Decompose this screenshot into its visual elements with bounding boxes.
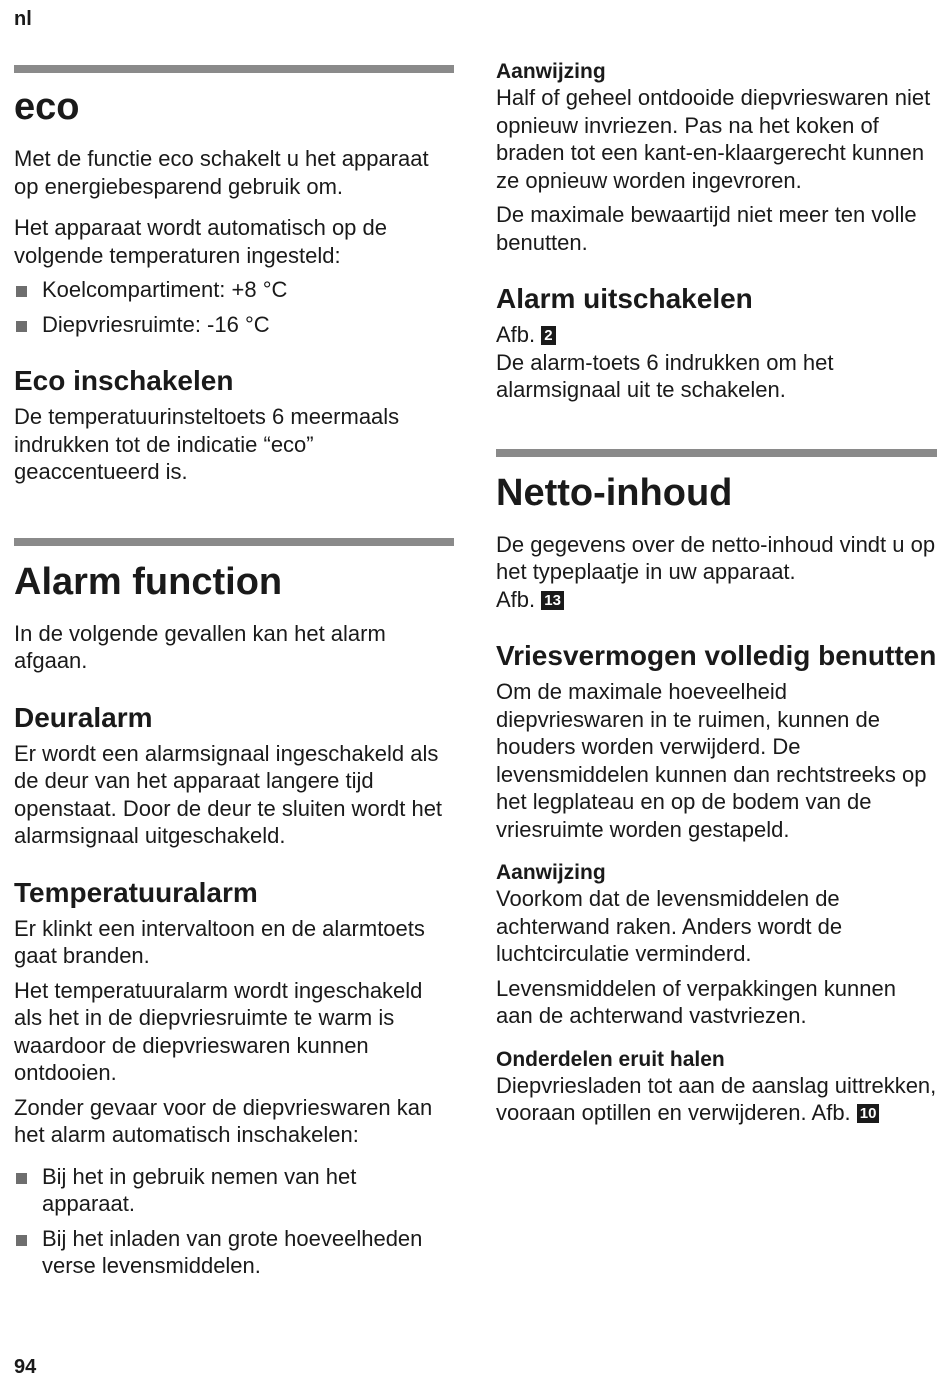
- note2-paragraph-2: Levensmiddelen of verpakkingen kunnen aan de achterwand vastvriezen.: [496, 975, 896, 1028]
- list-item: Koelcompartiment: +8 °C: [14, 276, 454, 304]
- note1-paragraph-2: De maximale bewaartijd niet meer ten volle benutten.: [496, 202, 917, 255]
- netto-text: De gegevens over de netto-inhoud vindt u op het typeplaatje in uw apparaat.: [496, 531, 936, 584]
- heading-aanwijzing-2: Aanwijzing: [496, 861, 606, 884]
- language-code: nl: [14, 8, 32, 30]
- heading-onderdelen: Onderdelen eruit halen: [496, 1047, 725, 1071]
- figure-number-badge: 10: [857, 1104, 880, 1123]
- door-alarm-paragraph: Er wordt een alarmsignaal ingeschakeld als de deur van het apparaat langere tijd openstaat. Door de deur te sluiten wordt het alarmsignaal uitgeschakeld.: [14, 740, 443, 848]
- section-title-netto: Netto-inhoud: [496, 471, 733, 514]
- section-divider: [14, 65, 454, 73]
- afb-label: Afb.: [496, 322, 536, 347]
- section-divider: [14, 538, 454, 546]
- afb-label: Afb.: [496, 586, 536, 612]
- parts-paragraph: [496, 1072, 937, 1127]
- note2-paragraph-1: Voorkom dat de levensmiddelen de achterwand raken. Anders wordt de luchtcirculatie verminderd.: [496, 886, 843, 966]
- heading-eco-inschakelen: Eco inschakelen: [14, 365, 234, 396]
- figure-number-badge: 2: [541, 326, 555, 345]
- heading-vriesvermogen: Vriesvermogen volledig benutten: [496, 640, 937, 671]
- left-column: [14, 0, 454, 1287]
- heading-aanwijzing-1: Aanwijzing: [496, 60, 606, 83]
- temp-alarm-list: [14, 1163, 454, 1280]
- parts-text: Diepvriesladen tot aan de aanslag uittrekken, vooraan optillen en verwijderen. Afb.: [496, 1072, 937, 1125]
- section-title-alarm: Alarm function: [14, 560, 283, 603]
- page-number: 94: [14, 1356, 37, 1378]
- netto-paragraph: [496, 531, 937, 614]
- vries-paragraph: Om de maximale hoeveelheid diepvrieswaren in te ruimen, kunnen de houders worden verwijderd. De levensmiddelen kunnen dan rechtstreeks op het legplateau en op de bodem van de vriesruimte worden gestapeld.: [496, 679, 927, 842]
- list-item: Bij het inladen van grote hoeveelheden verse levensmiddelen.: [14, 1225, 454, 1280]
- eco-paragraph-1: Met de functie eco schakelt u het apparaat op energiebesparend gebruik om.: [14, 146, 429, 199]
- alarm-off-paragraph: De alarm-toets 6 indrukken om het alarmsignaal uit te schakelen.: [496, 349, 834, 402]
- eco-paragraph-2: Het apparaat wordt automatisch op de volgende temperaturen ingesteld:: [14, 215, 388, 268]
- list-item: Bij het in gebruik nemen van het apparaat.: [14, 1163, 454, 1218]
- figure-number-badge: 13: [541, 591, 564, 610]
- section-divider: [496, 449, 937, 457]
- alarm-off-figure-ref: [496, 321, 937, 349]
- heading-alarm-uitschakelen: Alarm uitschakelen: [496, 283, 753, 314]
- temp-alarm-paragraph-3: Zonder gevaar voor de diepvrieswaren kan het alarm automatisch inschakelen:: [14, 1094, 433, 1147]
- eco-on-paragraph: De temperatuurinsteltoets 6 meermaals indrukken tot de indicatie “eco” geaccentueerd is.: [14, 404, 400, 484]
- temp-alarm-paragraph-2: Het temperatuuralarm wordt ingeschakeld als het in de diepvriesruimte te warm is waardoor de diepvrieswaren kunnen ontdooien.: [14, 977, 423, 1085]
- eco-temperature-list: [14, 276, 454, 338]
- alarm-intro: In de volgende gevallen kan het alarm afgaan.: [14, 620, 386, 673]
- section-title-eco: eco: [14, 86, 80, 128]
- note1-paragraph-1: Half of geheel ontdooide diepvrieswaren niet opnieuw invriezen. Pas na het koken of braden tot een kant-en-klaargerecht kunnen ze opnieuw worden ingevroren.: [496, 85, 931, 193]
- heading-temperatuuralarm: Temperatuuralarm: [14, 876, 258, 908]
- right-column: [496, 0, 937, 1134]
- heading-deuralarm: Deuralarm: [14, 701, 153, 733]
- list-item: Diepvriesruimte: -16 °C: [14, 311, 454, 339]
- temp-alarm-paragraph-1: Er klinkt een intervaltoon en de alarmtoets gaat branden.: [14, 915, 425, 968]
